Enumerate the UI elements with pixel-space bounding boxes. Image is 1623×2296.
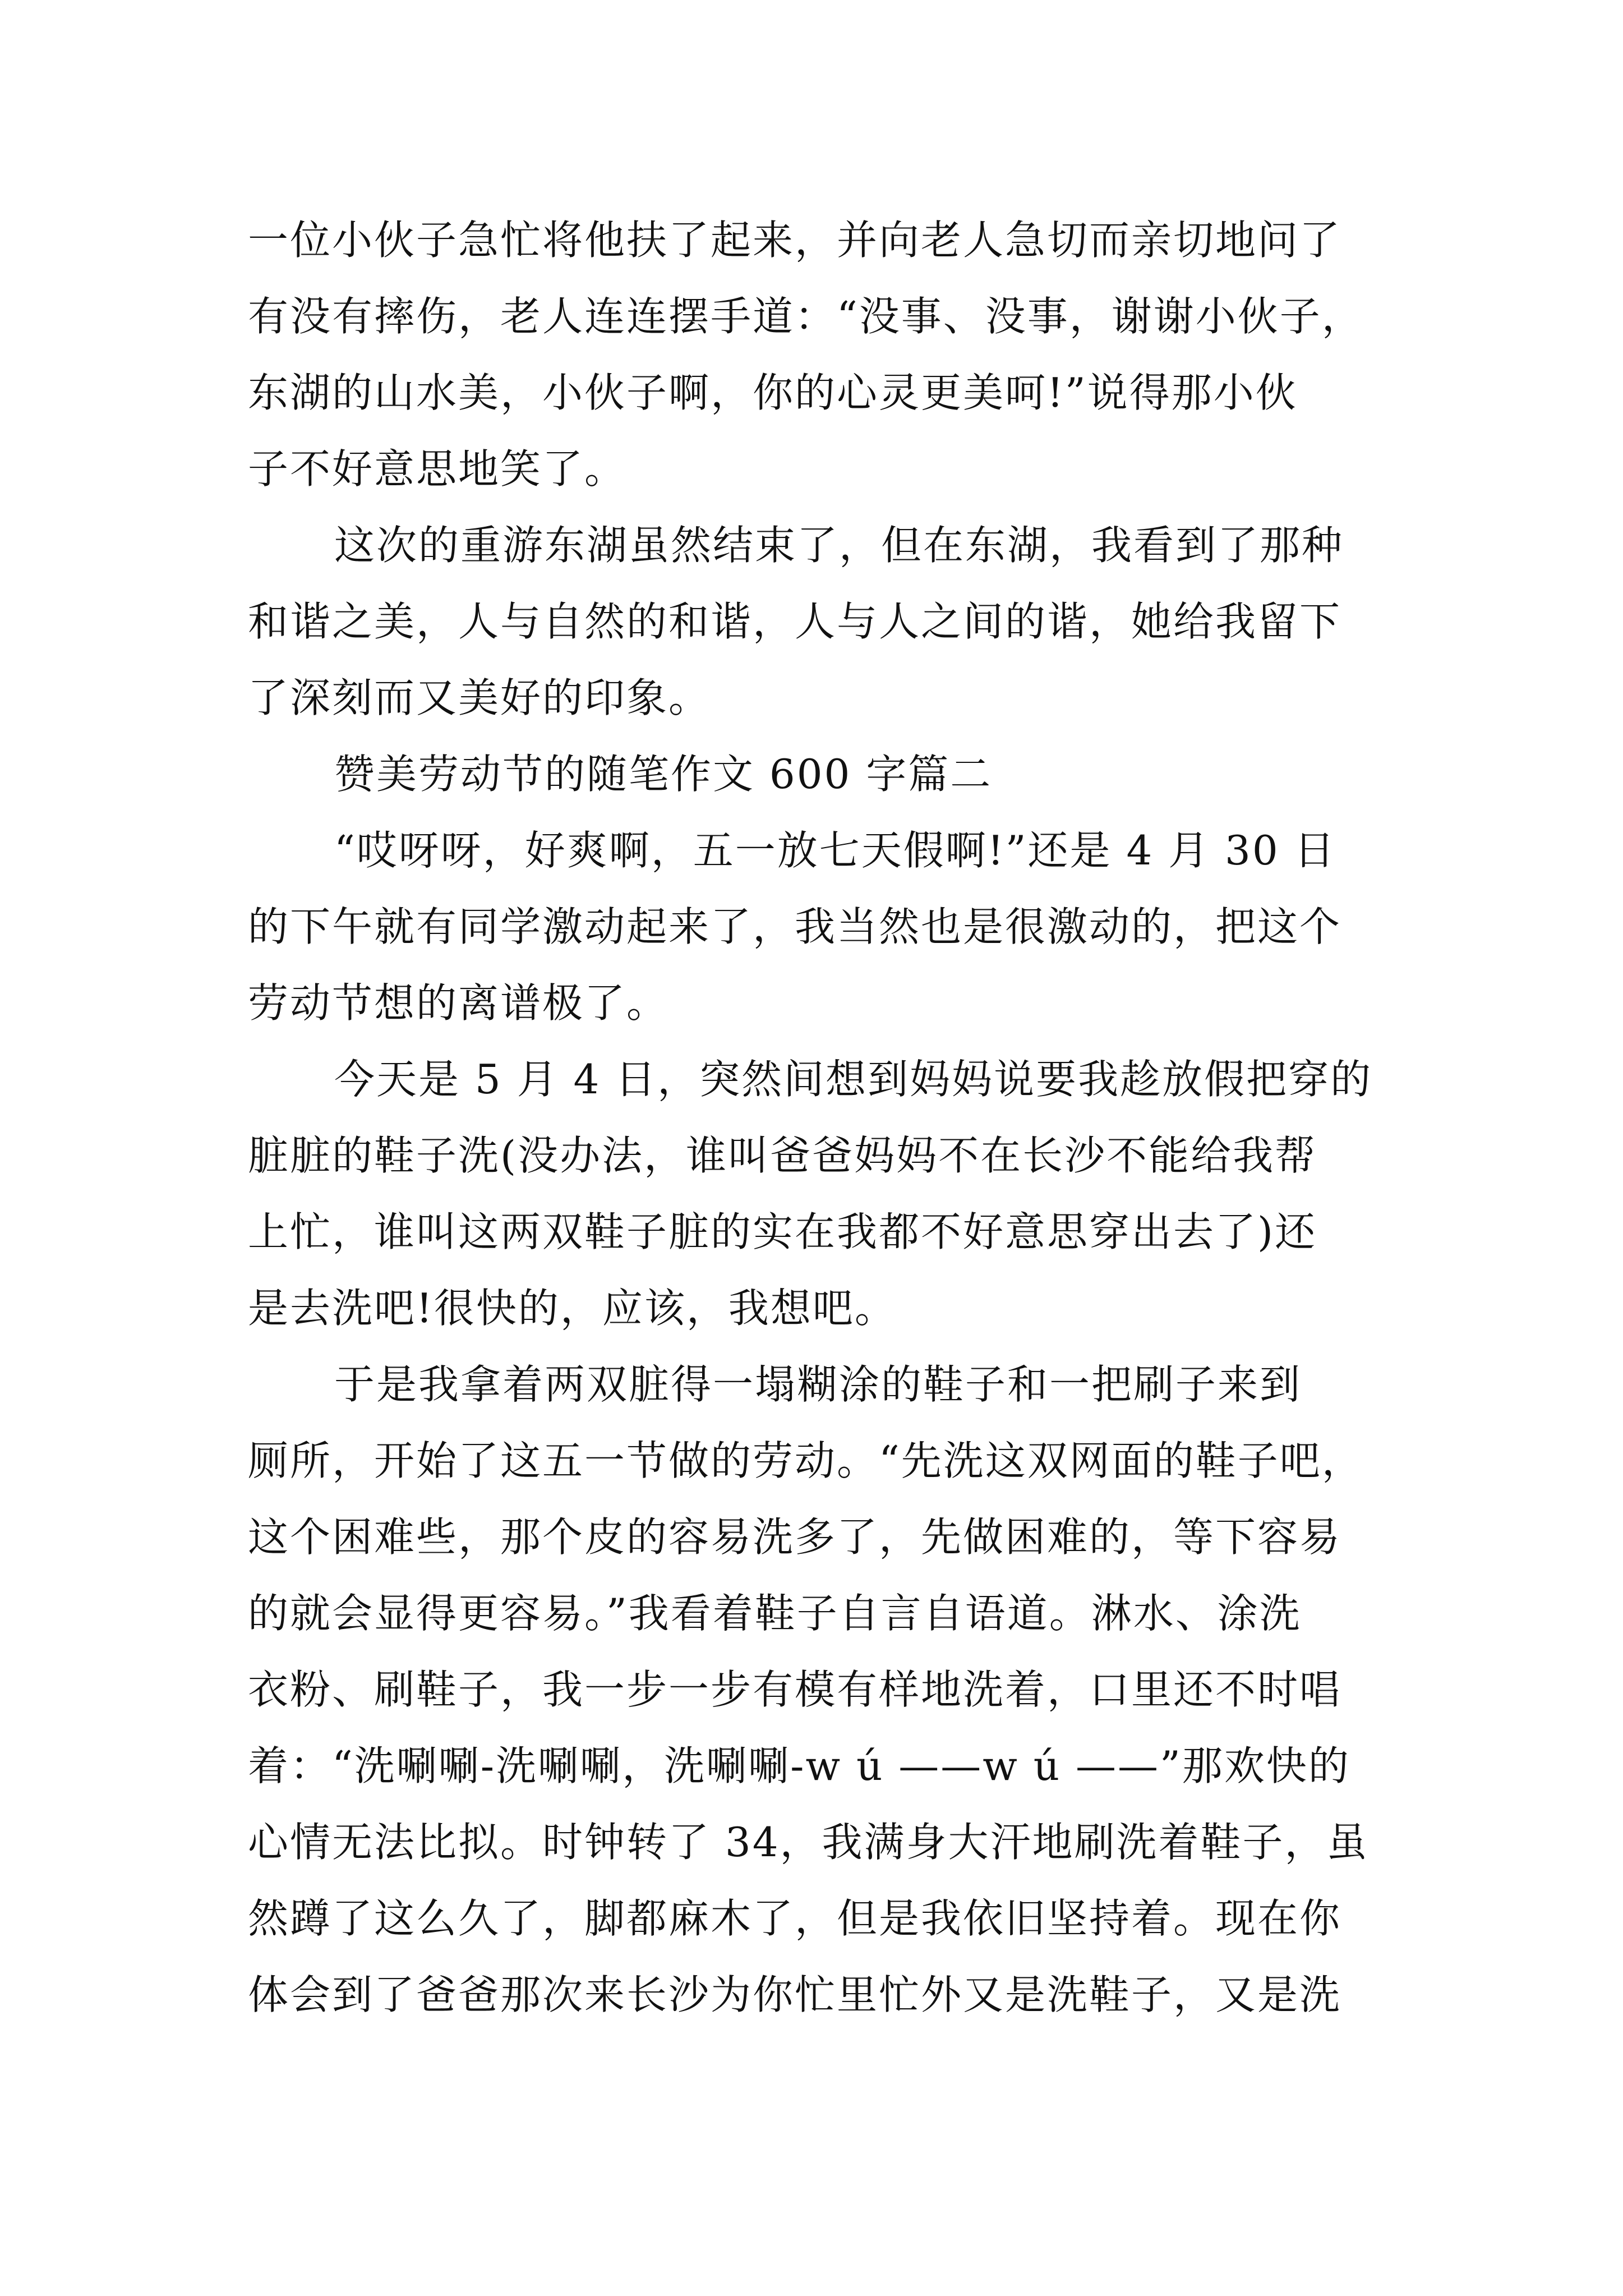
text-line: 着：“洗唰唰-洗唰唰，洗唰唰-w ú ——w ú ——”那欢快的 <box>248 1742 1350 1789</box>
text-line: 东湖的山水美，小伙子啊，你的心灵更美呵!”说得那小伙 <box>248 369 1298 416</box>
text-line: 厕所，开始了这五一节做的劳动。“先洗这双网面的鞋子吧， <box>248 1437 1364 1484</box>
paragraph-first-line: 今天是 5 月 4 日，突然间想到妈妈说要我趁放假把穿的 <box>334 1056 1373 1103</box>
text-line: 这个困难些，那个皮的容易洗多了，先做困难的，等下容易 <box>248 1513 1342 1561</box>
text-line: 脏脏的鞋子洗(没办法，谁叫爸爸妈妈不在长沙不能给我帮 <box>248 1132 1317 1179</box>
section-heading: 赞美劳动节的随笔作文 600 字篇二 <box>334 751 993 798</box>
text-line: 和谐之美，人与自然的和谐，人与人之间的谐，她给我留下 <box>248 598 1342 645</box>
paragraph-first-line: 于是我拿着两双脏得一塌糊涂的鞋子和一把刷子来到 <box>334 1361 1302 1408</box>
text-line: 子不好意思地笑了。 <box>248 445 627 493</box>
paragraph-first-line: 这次的重游东湖虽然结束了，但在东湖，我看到了那种 <box>334 522 1344 569</box>
text-line: 的下午就有同学激动起来了，我当然也是很激动的，把这个 <box>248 903 1342 950</box>
text-line: 是去洗吧!很快的，应该，我想吧。 <box>248 1285 897 1332</box>
text-line: 衣粉、刷鞋子，我一步一步有模有样地洗着，口里还不时唱 <box>248 1666 1342 1713</box>
paragraph-first-line: “哎呀呀，好爽啊，五一放七天假啊!”还是 4 月 30 日 <box>334 827 1336 874</box>
text-line: 上忙，谁叫这两双鞋子脏的实在我都不好意思穿出去了)还 <box>248 1208 1317 1255</box>
text-line: 然蹲了这么久了，脚都麻木了，但是我依旧坚持着。现在你 <box>248 1895 1342 1942</box>
text-line: 了深刻而又美好的印象。 <box>248 674 711 721</box>
text-line: 的就会显得更容易。”我看着鞋子自言自语道。淋水、涂洗 <box>248 1590 1302 1637</box>
text-line: 一位小伙子急忙将他扶了起来，并向老人急切而亲切地问了 <box>248 217 1342 264</box>
text-line: 劳动节想的离谱极了。 <box>248 979 669 1027</box>
text-line: 心情无法比拟。时钟转了 34，我满身大汗地刷洗着鞋子，虽 <box>248 1819 1369 1866</box>
text-line: 有没有摔伤，老人连连摆手道：“没事、没事，谢谢小伙子， <box>248 293 1364 340</box>
text-line: 体会到了爸爸那次来长沙为你忙里忙外又是洗鞋子，又是洗 <box>248 1971 1342 2018</box>
